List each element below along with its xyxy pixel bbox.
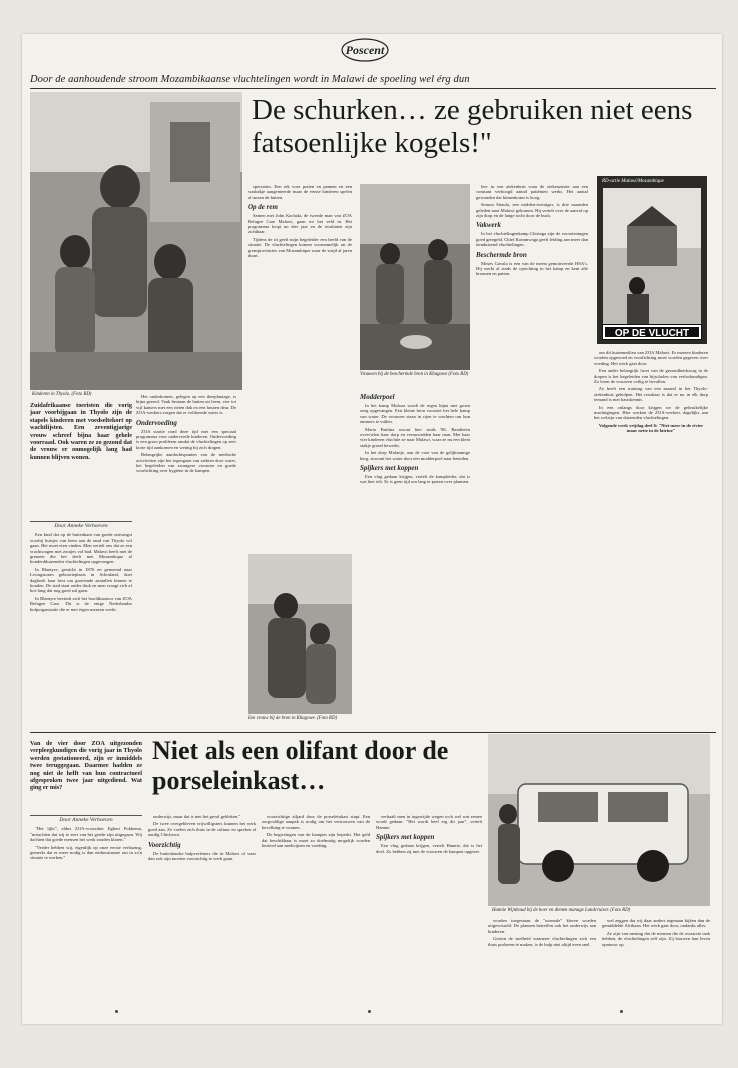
paragraph: De twee overgebleven vrijwilligsters kunnen het werk goed aan. Ze voelen zich thuis in de cultuur en spreken al aardig Chichewa.: [148, 821, 256, 838]
subhead-spijkers-met-koppen: Spijkers met koppen: [376, 833, 435, 842]
mother-photo: [248, 554, 352, 714]
paragraph: Een ander belangrijk facet van de gezondheidszorg in de dorpen is het begeleiden van bijscholen van verloskundigen. Zo leren de vrouwen veilig te bevallen.: [594, 368, 708, 385]
paragraph: om dit huizenmilieu van ZOA Malawi. Er moeten kinderen worden opgevoed en voorlichting moet worden gegeven over voeding. Het werk gaat door.: [594, 350, 708, 366]
subhead-modderpoel: Modderpoel: [360, 393, 395, 401]
masthead-logo-text: Poscent: [345, 43, 385, 57]
paragraph: "Verder hebben wij, eigenlijk op onze eerste verbazing, gemerkt dat er meer nodig is dan enthousiasme om in zo'n situatie te werken.": [30, 844, 142, 861]
paragraph: Samen met John Kachala, de tweede man van ZOA Refugee Care Malawi, gaan we het veld in. Het programma loopt nu drie jaar en de resultaten zijn zichtbaar.: [248, 213, 352, 235]
article1-column-4: [360, 390, 470, 716]
paragraph: Zo heeft een training van een maand in het Thyolo-ziekenhuis geholpen. Het resultaat is dat er nu in elk dorp iemand is met basiskennis.: [594, 386, 708, 403]
paragraph: In een onlangs door krijgen we de gebruikelijke machtigingen. Hier werken de ZOA-werkers dagelijks aan het welzijn van duizenden vluchtelingen.: [594, 404, 708, 421]
paragraph: In Blantyre, gesticht in 1876 en genoemd naar Livingstones geboorteplaats in Schotland, doet dagboek haar best om groeiende aantallen binnen te houden. De stad staat onder druk en men vraagt zich af hoe lang dat nog goed zal gaan.: [30, 566, 132, 594]
paragraph: onderwijs, maar dat is niet het geval gebleken.": [153, 814, 241, 819]
paragraph: In het kamp Muloza wordt de regen bijna met groen zeeg opgevangen. Een kleine bron voorziet het hele kamp van water. De vrouwen staan in rijen te wachten om hun emmers te vullen.: [360, 403, 470, 425]
paragraph: Moses Gavala is een van de meest gemotiveerde HSA's. Hij werkt al sinds de oprichting in het kamp en kent alle bronnen en putten.: [476, 260, 588, 277]
paragraph: Semon Sitaula, een midden-twintiger, is drie maanden geleden naar Malawi gekomen. Hij vertelt over de aanval op zijn dorp en de lange tocht door de bush.: [476, 202, 588, 219]
spring-caption: Vrouwen bij de beschermde bron in Khagowe (Foto RD): [360, 372, 469, 377]
paragraph: "Het lijkt", aldus ZOA-voorzitter Egbert Fokkema, "misschien dat wij te zeer van het goede zijn uitgegaan. Wij dachten dat goede mensen het werk zouden klaren.": [30, 826, 142, 843]
article1-column-5: [476, 184, 588, 716]
children-caption: Kinderen in Thyolo. (Foto RD): [32, 392, 92, 397]
article2-column-2: [148, 814, 256, 1014]
vlucht-label: RD-actie Malawi/Mozambique: [602, 179, 664, 184]
paragraph: Maria Paulina woont hier sinds '86. Bandieten overvielen haar dorp en vermoordden haar man. Met haar vier kinderen vluchtte ze naar Malawi, waar ze nu een klein stukje grond bewerkt.: [360, 426, 470, 448]
subhead-vakwerk: Vakwerk: [476, 221, 501, 230]
paragraph: In het dorp Mulanje, aan de voet van de gelijknamige berg, stroomt het water door een modderpoel naar beneden.: [360, 450, 470, 461]
paragraph: Gezien de snelheid waarmee vluchtelingen zich een thuis proberen te maken, is de hulp niet altijd even snel.: [488, 936, 596, 947]
headline: De schurken… ze gebruiken niet eens fatsoenlijke kogels!": [252, 94, 693, 159]
paragraph: Een kind dat op de buitenkant van goede ontvangst voorbij huisjes van leem aan de rand van Thyolo wil gaan. Het moet eten vinden. Men vertelt ons dat ze een vrachtwagen met zoutjes vol had. Malawi heeft met de grenzen die het deelt met Mozambique al honderdduizenden vluchtelingen opgevangen.: [30, 532, 132, 565]
paragraph: ZOA startte rond deze tijd met een speciaal programma voor ondervoede kinderen. Ondervoeding is een groot probleem omdat de vluchtelingen op zeer korte tijd aankomen en weinig bij zich dragen.: [136, 428, 236, 450]
subhead-ondervoeding: Ondervoeding: [136, 418, 177, 427]
paragraph: speciaties. Een rek voor potten en pannen en een wasbakje aangemeerde maar de eerste kinderen spelen al tussen de hutten.: [248, 184, 352, 200]
article2-headline: Niet als een olifant door de porseleinkast…: [152, 736, 449, 795]
sidebar-column: [594, 350, 708, 720]
paragraph: Ze zijn van mening dat de mensen die de zwaarste taak hebben, de vluchtelingen zelf zijn. Zij bouwen hun leven opnieuw op.: [602, 930, 710, 947]
paragraph: Het onderkomen, gelegen op een theeplantage, is bijna gereed. Vaak bestaan de hutten uit leem, vier tot vijf kamers met een rieten dak en een houten deur. De ZOA-werkers zorgen dat er voldoende water is.: [136, 394, 236, 416]
paragraph: In Blantyre bevindt zich het hoofdkantoor van ZOA Refugee Care. Dit is de enige Nederlandse hulporganisatie die er met eigen mensen werkt.: [30, 595, 132, 612]
paragraph: Belangrijke aandachtspunten van de medische activiteiten zijn het tegengaan van ziekten door water, het begeleiden van zwangere vrouwen en goede voorlichting over hygiëne in de kampen.: [136, 452, 236, 474]
paragraph: voorzichtige ziljard door de porseleinkast stapt. Een zorgvuldige aanpak is nodig om het vertrouwen van de bevolking te winnen.: [262, 814, 370, 830]
vlucht-title: OP DE VLUCHT: [603, 325, 701, 339]
subhead-spijkers: Spijkers met koppen: [360, 464, 419, 473]
car-photo: [488, 734, 710, 906]
paragraph: verhaalt men in ingewijde wegen toch wel wat ermee wordt gedaan. "Het wordt heel erg dit jaar", vertelt Hannie.: [376, 814, 482, 830]
paragraph: De begrotingen van de kampen zijn beperkt. Het geld dat beschikbaar is moet zo doelmatig mogelijk worden besteed aan medicijnen en voeding.: [262, 832, 370, 849]
newspaper-page: [22, 34, 722, 1024]
article1-column-3: [248, 184, 352, 468]
article2-byline: Door Anneke Verhoeven: [30, 815, 142, 823]
article2-intro: Van de vier door ZOA uitgezonden verpleegkundigen die vorig jaar in Thyolo werden gestationeerd, zijn er inmiddels twee teruggegaan. Daarmee hadden ze nog niet de helft van hun contractueel afgesproken twee jaar uitgediend. Wat ging er mis?: [30, 740, 142, 792]
paragraph: wel zeggen dat wij daar anders tegenaan kijken dan de gemiddelde Afrikaan. Het werk gaat door, ondanks alles.: [602, 918, 710, 929]
article1-column-2: [136, 394, 236, 716]
subhead-voorzichtig: Voorzichtig: [148, 840, 181, 849]
binding-hole: [115, 1010, 118, 1013]
article1-column-1: [30, 518, 132, 716]
binding-hole: [368, 1010, 371, 1013]
paragraph: De buitenlandse hulpverleners die in Malawi of waar dan ook zijn moeten voorzichtig te werk gaan.: [148, 850, 256, 862]
article2-column-3: [262, 814, 370, 1014]
article2-column-5: [488, 918, 596, 1014]
kicker: Door de aanhoudende stroom Mozambikaanse vluchtelingen wordt in Malawi de spoeling wel érg dun: [30, 74, 470, 85]
car-caption: Hannie Wijnhoud bij de hoer en dienen manage Landcruiser. (Foto RD): [492, 908, 631, 913]
spring-photo: [360, 184, 470, 370]
paragraph: len- in een ziekenhuis waar de ziekenzuster aan een constant verhoogd aantal patiënten werkt. Het aantal gewonden dat binnenkomt is hoog.: [476, 184, 588, 200]
divider: [30, 732, 716, 733]
article1-byline: Door Anneke Verhoeven: [30, 521, 132, 529]
paragraph: In het vluchtelingenkamp Chiringa zijn de voorzieningen goed geregeld. Chief Kommwaga geeft leiding aan meer dan tienduizend vluchtelingen.: [476, 231, 588, 248]
binding-hole: [620, 1010, 623, 1013]
masthead-logo: [340, 37, 390, 63]
paragraph: worden toegestaan de "normale" kleren worden uitgewisseld. De plannen betreffen ook het onderwijs aan kinderen.: [488, 918, 596, 934]
paragraph: Een vlug gedaan krijgen, vertelt Hannie, dat is het doel. Zo hebben zij met de vrouwen de kampen opgezet.: [376, 843, 482, 854]
paragraph: Tijdens de rit geeft mijn begeleider een beeld van de situatie. De vluchtelingen komen voornamelijk uit de grensprovincies van Mozambique waar de strijd al jaren duurt.: [248, 236, 352, 259]
children-photo: [30, 92, 242, 390]
subhead-op-de-rem: Op de rem: [248, 203, 278, 212]
article2-column-1: [30, 812, 142, 1014]
divider: [30, 88, 716, 89]
subhead-beschermde-bron: Beschermde bron: [476, 250, 527, 259]
paragraph: Een vlug gedaan krijgen, vertelt de kampleider, dat is wat hier telt. Er is geen tijd om lang te praten over plannen.: [360, 474, 470, 485]
article2-column-4: [376, 814, 482, 1014]
series-appeal: Volgende week vrijdag deel 6: "Niet meer in de rivier maar nette in de latrine": [598, 422, 704, 434]
article2-column-6: [602, 918, 710, 1014]
mother-caption: Een vrouw bij de bron in Khagowe. (Foto RD): [248, 716, 338, 721]
vlucht-photo: [597, 176, 707, 344]
article1-intro: Zuidafrikaanse toeristen die vorig jaar voorbijgaan in Thyolo zijn de stapels kinderen met voedseltekort op wachtlijsten. Een zeventigjarige vrouw schreef bijna haar gehele voorraad. Ook waren ze zo gezond dat de vrouw er onmogelijk lang had kunnen blijven wonen.: [30, 402, 132, 461]
